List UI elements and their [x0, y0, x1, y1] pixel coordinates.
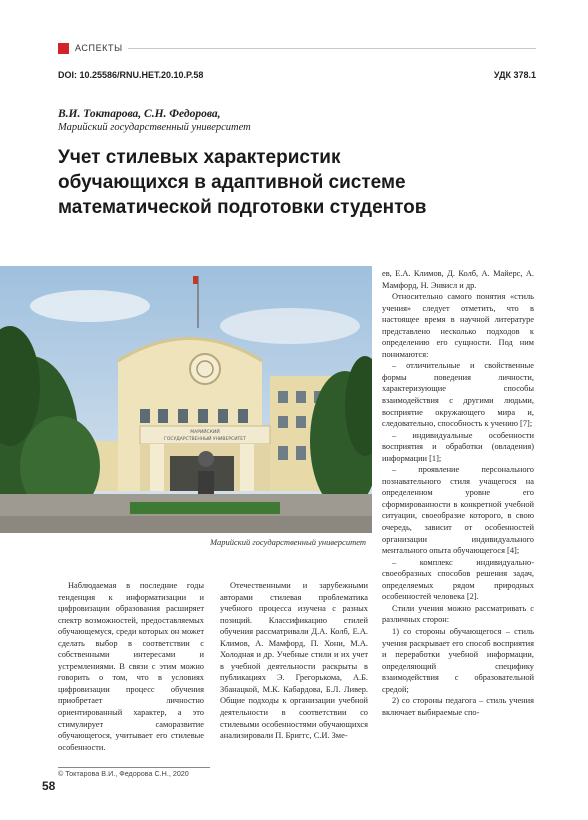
doi-label: DOI: 10.25586/RNU.HET.20.10.P.58: [58, 70, 204, 80]
paragraph: – отличительные и свойственные формы поведения личности, характеризующие способы взаимодействия с другими людьми, восприятие окружающего мира и, следовательно, способность к учению [7];: [382, 361, 534, 429]
section-rule: [128, 48, 536, 49]
paragraph: – индивидуальные особенности восприятия и обработки (овладения) информации [1];: [382, 430, 534, 463]
section-header: [58, 42, 536, 56]
text-column-3: [382, 268, 534, 718]
university-photo: [0, 266, 372, 533]
section-label: АСПЕКТЫ: [75, 43, 123, 53]
paragraph: Стили учения можно рассматривать с различных сторон:: [382, 603, 534, 625]
paragraph: – комплекс индивидуально-своеобразных способов решения задач, определяемых рядом природных особенностей человека [2].: [382, 557, 534, 602]
paragraph: ев, Е.А. Климов, Д. Колб, А. Майерс, А. Мамфорд, Н. Энвисл и др.: [382, 269, 534, 290]
section-marker-icon: [58, 43, 69, 54]
paragraph: 1) со стороны обучающегося – стиль учения раскрывает его способ восприятия и переработки учебной информации, определяющий специфику взаимодействия с образовательной средой;: [382, 626, 534, 694]
facade-sign-line2: ГОСУДАРСТВЕННЫЙ УНИВЕРСИТЕТ: [164, 437, 246, 442]
text-column-1: [58, 580, 204, 753]
copyright: © Токтарова В.И., Федорова С.Н., 2020: [58, 769, 189, 778]
paragraph: – проявление персонального познавательного стиля учащегося на определенном уровне его сформированности в конкретной учебной ситуации, своеобразие которого, в свою очередь, зависит от особенностей организации индивидуального ментального опыта обучающегося [4];: [382, 465, 534, 556]
affiliation: Марийский государственный университет: [58, 122, 251, 133]
paragraph: 2) со стороны педагога – стиль учения включает выбираемые спо-: [382, 696, 534, 717]
title-line: Учет стилевых характеристик: [58, 147, 341, 168]
title-line: обучающихся в адаптивной системе: [58, 172, 406, 193]
facade-sign-line1: МАРИЙСКИЙ: [190, 430, 220, 435]
photo-caption: Марийский государственный университет: [210, 537, 367, 547]
paragraph: Отечественными и зарубежными авторами стилевая проблематика учебного процесса изучена с разных позиций. Классификацию стилей обучения рассматривали Д.А. Колб, Е.А. Климов, А. Мамфорд, П. Хони, М.А. Холодная и др. Учебные стили и их учет в учебной деятельности раскрыты в публикациях Э. Грегорькома, А.Б. Збанацкой, М.К. Кабардова, Б.Л. Ливер. Общие подходы к организации учебной деятельности в соответствии со стилевыми особенностями обучающихся анализировали П. Бриггс, С.И. Зме-: [220, 581, 368, 741]
paragraph: Относительно самого понятия «стиль учения» следует отметить, что в настоящее время в научной литературе представлено несколько подходов к определению его сущности. Под ним понимаются:: [382, 292, 534, 359]
text-column-2: [220, 580, 368, 742]
page-number: 58: [42, 779, 56, 793]
article-title: [58, 145, 498, 220]
title-line: математической подготовки студентов: [58, 197, 427, 218]
authors: В.И. Токтарова, С.Н. Федорова,: [58, 108, 221, 120]
footnote-rule: [58, 767, 210, 768]
udk-label: УДК 378.1: [493, 70, 536, 80]
building-illustration: [0, 266, 372, 533]
paragraph: Наблюдаемая в последние годы тенденция к информатизации и цифровизации образования расширяет спектр возможностей, предоставляемых обучающемуся, среди которых он может сделать выбор в соответствии с собственными интересами и устремлениями. В связи с этим можно говорить о том, что в условиях цифровизации процесс обучения приобретает личностно ориентированный характер, а это стимулирует саморазвитие обучающегося, учитывает его стилевые особенности.: [58, 581, 204, 752]
